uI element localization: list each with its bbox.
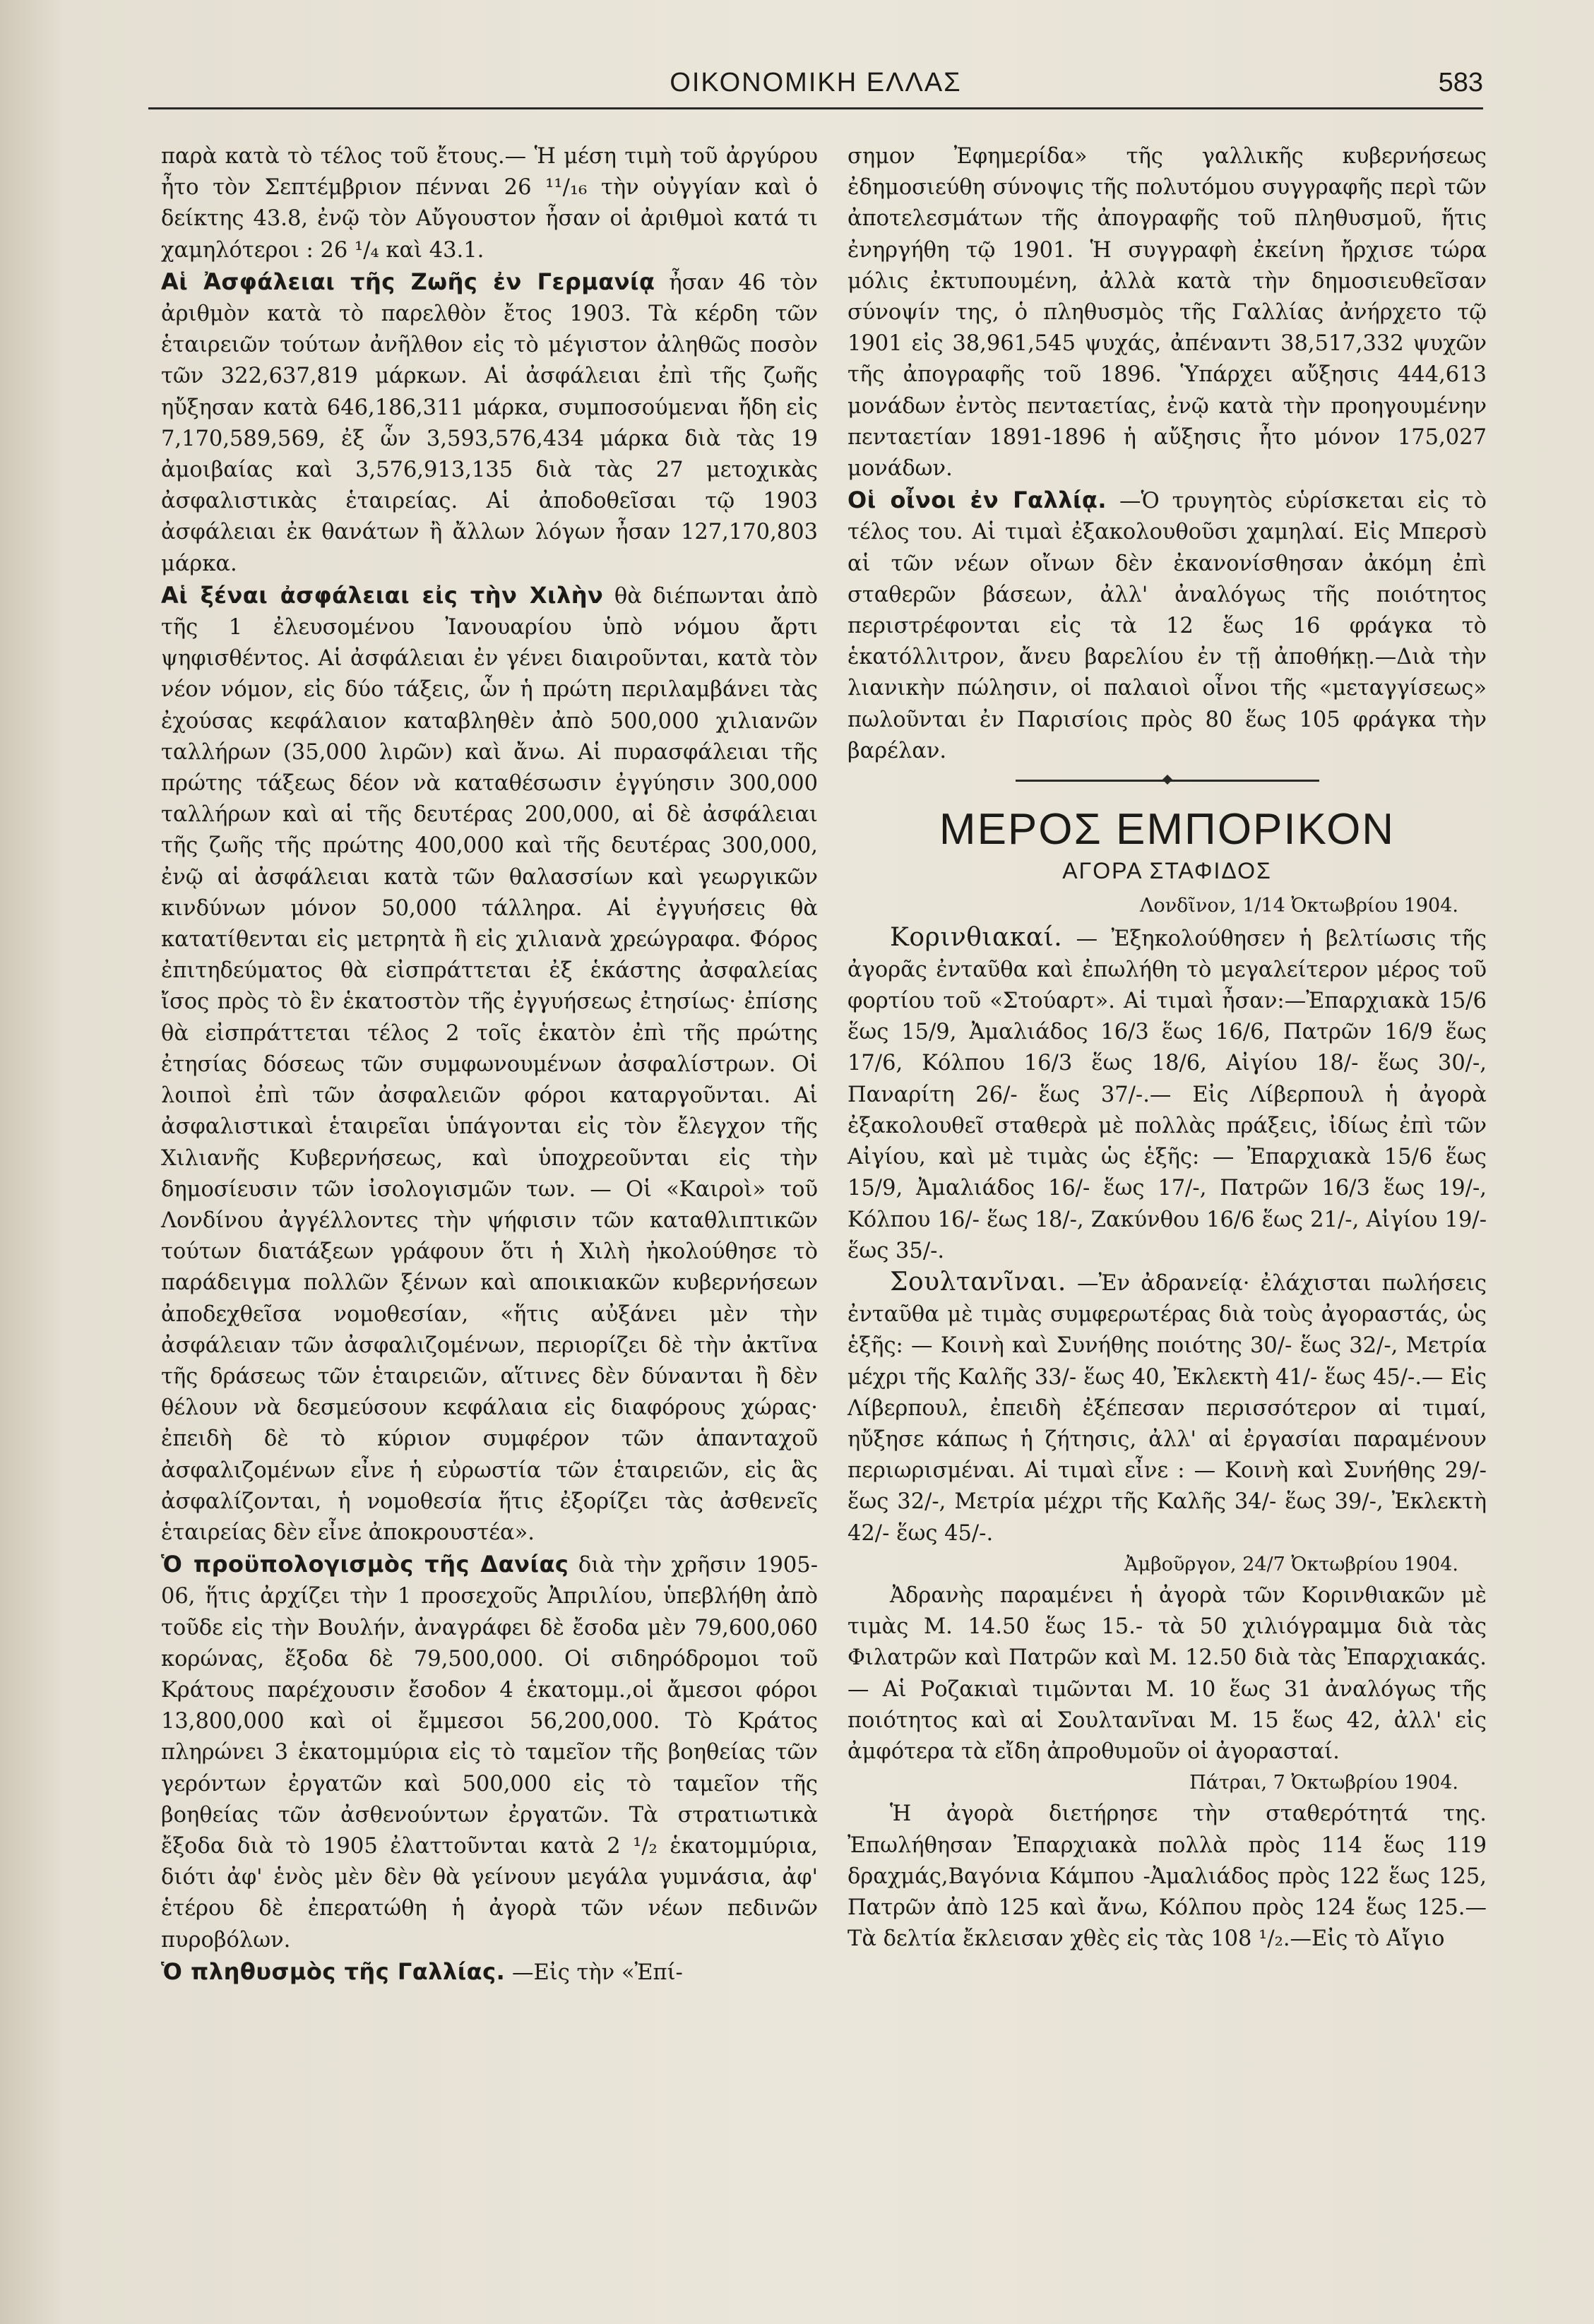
german-life-insurance-text: ἦσαν 46 τὸν ἀριθμὸν κατὰ τὸ παρελθὸν ἔτος 1903. Τὰ κέρδη τῶν ἑταιρειῶν τούτων ἀνῆλθον εἰς τὸ μέγιστον ἀληθῶς ποσὸν τῶν 322,637,819 μάρκων. Αἱ ἀσφάλειαι ἐπὶ τῆς ζωῆς ηὔξησαν κατὰ 646,186,311 μάρκα, συμποσούμεναι ἤδη εἰς 7,170,589,569, ἐξ ὧν 3,593,576,434 μάρκα διὰ τὰς 19 ἀμοιβαίας καὶ 3,576,913,135 διὰ τὰς 27 μετοχικὰς ἀσφαλιστικὰς ἑταιρείας. Αἱ ἀποδοθεῖσαι τῷ 1903 ἀσφάλειαι ἐκ θανάτων ἢ ἄλλων λόγων ἦσαν 127,170,803 μάρκα. xyxy=(161,270,818,576)
german-life-insurance-heading: Αἱ Ἀσφάλειαι τῆς Ζωῆς ἐν Γερμανίᾳ xyxy=(161,268,655,295)
denmark-budget-heading: Ὁ προϋπολογισμὸς τῆς Δανίας xyxy=(161,1551,569,1578)
journal-title: ΟΙΚΟΝΟΜΙΚΗ ΕΛΛΑΣ xyxy=(670,68,962,97)
france-wines-text: —Ὁ τρυγητὸς εὑρίσκεται εἰς τὸ τέλος του. Αἱ τιμαὶ ἐξακολουθοῦσι χαμηλαί. Εἰς Μπερσὺ αἱ τῶν νέων οἴνων δὲν ἐκανονίσθησαν ἀκόμη ἐπὶ σταθερῶν βάσεων, ἀλλ' ἀναλόγως τῆς ποιότητος περιστρέφονται εἰς τὰ 12 ἕως 16 φράγκα τὸ ἑκατόλλιτρον, ἄνευ βαρελίου ἐν τῇ ἀποθήκῃ.—Διὰ τὴν λιανικὴν πώλησιν, οἱ παλαιοὶ οἶνοι τῆς «μεταγγίσεως» πωλοῦνται ἐν Παρισίοις πρὸς 80 ἕως 105 φράγκα τὴν βαρέλαν. xyxy=(847,489,1487,763)
patras-paragraph: Ἡ ἀγορὰ διετήρησε τὴν σταθερότητά της. Ἐπωλήθησαν Ἐπαρχιακὰ πολλὰ πρὸς 114 ἕως 119 δραχμάς,Βαγόνια Κάμπου -Ἀμαλιάδος πρὸς 122 ἕως 125, Πατρῶν ἀπὸ 125 καὶ ἄνω, Κόλπου πρὸς 124 ἕως 125.— Τὰ δελτία ἔκλεισαν χθὲς εἰς τὰς 108 ¹/₂.—Εἰς τὸ Αἴγιο xyxy=(847,1801,1487,1952)
chile-insurance-paragraph xyxy=(161,580,818,1549)
left-column xyxy=(161,141,818,1989)
currants-heading: Κορινθιακαί. xyxy=(890,922,1063,952)
page-header xyxy=(148,65,1483,109)
london-currants-text: — Ἐξηκολούθησεν ἡ βελτίωσις τῆς ἀγορᾶς ἐνταῦθα καὶ ἐπωλήθη τὸ μεγαλείτερον μέρος τοῦ φορτίου τοῦ «Στούαρτ». Αἱ τιμαὶ ἦσαν:—Ἐπαρχιακὰ 15/6 ἕως 15/9, Ἀμαλιάδος 16/3 ἕως 16/6, Πατρῶν 16/9 ἕως 17/6, Κόλπου 16/3 ἕως 18/6, Αἰγίου 18/- ἕως 30/-, Παναρίτη 26/- ἕως 37/-.— Εἰς Λίβερπουλ ἡ ἀγορὰ ἐξακολουθεῖ σταθερὰ μὲ πολλὰς πράξεις, ἰδίως ἐπὶ τῶν Αἰγίου, καὶ μὲ τιμὰς ὡς ἑξῆς: — Ἐπαρχιακὰ 15/6 ἕως 15/9, Ἀμαλιάδος 16/- ἕως 17/-, Πατρῶν 16/3 ἕως 19/-, Κόλπου 16/- ἕως 18/-, Ζακύνθου 16/6 ἕως 21/-, Αἰγίου 19/- ἕως 35/-. xyxy=(847,926,1487,1263)
france-population-heading: Ὁ πληθυσμὸς τῆς Γαλλίας. xyxy=(161,1957,506,1985)
sultanas-paragraph xyxy=(847,1267,1487,1549)
right-column xyxy=(847,141,1487,1955)
dateline-hamburg: Ἀμβοῦργον, 24/7 Ὀκτωβρίου 1904. xyxy=(1124,1553,1458,1575)
denmark-budget-paragraph xyxy=(161,1549,818,1956)
london-currants-paragraph xyxy=(847,922,1487,1267)
currant-market-title: ΑΓΟΡΑ ΣΤΑΦΙΔΟΣ xyxy=(1062,858,1272,884)
commercial-section-title: ΜΕΡΟΣ ΕΜΠΟΡΙΚΟΝ xyxy=(939,805,1396,854)
dateline-patras: Πάτραι, 7 Ὀκτωβρίου 1904. xyxy=(1189,1772,1458,1794)
france-wines-paragraph xyxy=(847,484,1487,767)
german-life-insurance-paragraph xyxy=(161,266,818,580)
page-number: 583 xyxy=(1438,68,1483,97)
dateline-london: Λονδῖνον, 1/14 Ὀκτωβρίου 1904. xyxy=(1139,895,1458,917)
sultanas-text: —Ἐν ἀδρανείᾳ· ἐλάχισται πωλήσεις ἐνταῦθα μὲ τιμὰς συμφερωτέρας διὰ τοὺς ἀγοραστάς, ὡς ἑξῆς: — Κοινὴ καὶ Συνήθης ποιότης 30/- ἕως 32/-, Μετρία μέχρι τῆς Καλῆς 33/- ἕως 40, Ἐκλεκτὴ 41/- ἕως 45/-.— Εἰς Λίβερπουλ, ἐπειδὴ ἐξέπεσαν περισσότερον αἱ τιμαί, ηὔξησε κάπως ἡ ζήτησις, ἀλλ' αἱ ἐργασίαι παραμένουν περιωρισμέναι. Αἱ τιμαὶ εἶνε : — Κοινὴ καὶ Συνήθης 29/- ἕως 32/-, Μετρία μέχρι τῆς Καλῆς 34/- ἕως 39/-, Ἐκλεκτὴ 42/- ἕως 45/-. xyxy=(847,1270,1487,1546)
silver-price-paragraph: παρὰ κατὰ τὸ τέλος τοῦ ἔτους.— Ἡ μέση τιμὴ τοῦ ἀργύρου ἦτο τὸν Σεπτέμβριον πένναι 26 ¹¹/₁₆ τὴν οὐγγίαν καὶ ὁ δείκτης 43.8, ἐνῷ τὸν Αὔγουστον ἦσαν οἱ ἀριθμοὶ κατά τι χαμηλότεροι : 26 ¹/₄ καὶ 43.1. xyxy=(161,144,818,263)
hamburg-paragraph: Ἀδρανὴς παραμένει ἡ ἀγορὰ τῶν Κορινθιακῶν μὲ τιμὰς Μ. 14.50 ἕως 15.- τὰ 50 χιλιόγραμμα διὰ τὰς Φιλατρῶν καὶ Πατρῶν καὶ Μ. 12.50 διὰ τὰς Ἐπαρχιακάς. — Αἱ Ροζακιαὶ τιμῶνται Μ. 10 ἕως 31 ἀναλόγως τῆς ποιότητος καὶ αἱ Σουλτανῖναι Μ. 15 ἕως 42, ἀλλ' εἰς ἀμφότερα τὰ εἴδη ἀπροθυμοῦν οἱ ἀγορασταί. xyxy=(847,1583,1487,1764)
france-population-paragraph xyxy=(161,1956,818,1989)
section-divider xyxy=(1016,780,1319,782)
chile-insurance-heading: Αἱ ξέναι ἀσφάλειαι εἰς τὴν Χιλὴν xyxy=(161,581,604,609)
denmark-budget-text: διὰ τὴν χρῆσιν 1905-06, ἥτις ἀρχίζει τὴν 1 προσεχοῦς Ἀπριλίου, ὑπεβλήθη ἀπὸ τοῦδε εἰς τὴν Βουλήν, ἀναγράφει δὲ ἔσοδα μὲν 79,600,060 κορώνας, ἔξοδα δὲ 79,500,000. Οἱ σιδηρόδρομοι τοῦ Κράτους παρέχουσιν ἔσοδον 4 ἑκατομμ.,οἱ ἄμεσοι φόροι 13,800,000 καὶ οἱ ἔμμεσοι 56,200,000. Τὸ Κράτος πληρώνει 3 ἑκατομμύρια εἰς τὸ ταμεῖον τῆς βοηθείας τῶν γερόντων ἐργατῶν καὶ 500,000 εἰς τὸ ταμεῖον τῆς βοηθείας τῶν ἀσθενούντων ἐργατῶν. Τὰ στρατιωτικὰ ἔξοδα διὰ τὸ 1905 ἐλαττοῦνται κατὰ 2 ¹/₂ ἑκατομμύρια, διότι ἀφ' ἑνὸς μὲν δὲν θὰ γείνουν μεγάλα γυμνάσια, ἀφ' ἑτέρου δὲ ἐπερατώθη ἡ ἀγορὰ τῶν νέων πεδινῶν πυροβόλων. xyxy=(161,1553,818,1953)
france-population-continued: σημον Ἐφημερίδα» τῆς γαλλικῆς κυβερνήσεως ἐδημοσιεύθη σύνοψις τῆς πολυτόμου συγγραφῆς περὶ τῶν ἀποτελεσμάτων τῆς ἀπογραφῆς τοῦ πληθυσμοῦ, ἥτις ἐνηργήθη τῷ 1901. Ἡ συγγραφὴ ἐκείνη ἤρχισε τώρα μόλις ἐκτυπουμένη, ἀλλὰ κατὰ τὴν δημοσιευθεῖσαν σύνοψίν της, ὁ πληθυσμὸς τῆς Γαλλίας ἀνήρχετο τῷ 1901 εἰς 38,961,545 ψυχάς, ἀπέναντι 38,517,332 ψυχῶν τῆς ἀπογραφῆς τοῦ 1896. Ὑπάρχει αὔξησις 444,613 μονάδων ἐντὸς πενταετίας, ἐνῷ κατὰ τὴν προηγουμένην πενταετίαν 1891-1896 ἡ αὔξησις ἦτο μόνον 175,027 μονάδων. xyxy=(847,144,1487,482)
france-population-text: —Εἰς τὴν «Ἐπί- xyxy=(511,1960,683,1985)
chile-insurance-text: θὰ διέπωνται ἀπὸ τῆς 1 ἐλευσομένου Ἰανουαρίου ὑπὸ νόμου ἄρτι ψηφισθέντος. Αἱ ἀσφάλειαι ἐν γένει διαιροῦνται, κατὰ τὸν νέον νόμον, εἰς δύο τάξεις, ὧν ἡ πρώτη περιλαμβάνει τὰς ἐχούσας κεφάλαιον καταβληθὲν ἀπὸ 500,000 χιλιανῶν ταλλήρων (35,000 λιρῶν) καὶ ἄνω. Αἱ πυρασφάλειαι τῆς πρώτης τάξεως δέον νὰ καταθέσωσιν ἐγγύησιν 300,000 ταλλήρων καὶ αἱ τῆς δευτέρας 200,000, αἱ δὲ ἀσφάλειαι τῆς ζωῆς τῆς πρώτης 400,000 καὶ τῆς δευτέρας 300,000, ἐνῷ αἱ ἀσφάλειαι κατὰ τῶν θαλασσίων καὶ γεωργικῶν κινδύνων μόνον 50,000 τάλληρα. Αἱ ἐγγυήσεις θὰ κατατίθενται εἰς μετρητὰ ἢ εἰς χιλιανὰ χρεώγραφα. Φόρος ἐπιτηδεύματος θὰ εἰσπράττεται ἐξ ἑκάστης ἀσφαλείας ἴσος πρὸς τὸ ἓν ἑκατοστὸν τῆς ἐγγυήσεως ἐτησίως· ἐπίσης θὰ εἰσπράττεται τέλος 2 τοῖς ἑκατὸν ἐπὶ τῆς πρώτης ἐτησίας δόσεως τῶν συμφωνουμένων ἀσφαλίστρων. Οἱ λοιποὶ ἐπὶ τῶν ἀσφαλειῶν φόροι καταργοῦνται. Αἱ ἀσφαλιστικαὶ ἑταιρεῖαι ὑπάγονται εἰς τὸν ἔλεγχον τῆς Χιλιανῆς Κυβερνήσεως, καὶ ὑποχρεοῦνται εἰς τὴν δημοσίευσιν τῶν ἰσολογισμῶν των. — Οἱ «Καιροὶ» τοῦ Λονδίνου ἀγγέλλοντες τὴν ψήφισιν τῶν καταθλιπτικῶν τούτων διατάξεων γράφουν ὅτι ἡ Χιλὴ ἠκολούθησε τὸ παράδειγμα πολλῶν ξένων καὶ αποικιακῶν κυβερνήσεων ἀποδεχθεῖσα νομοθεσίαν, «ἥτις αὐξάνει μὲν τὴν ἀσφάλειαν τῶν ἀσφαλιζομένων, περιορίζει δὲ τὴν ἀκτῖνα τῆς δράσεως τῶν ἑταιρειῶν, αἵτινες δὲν δύνανται ἢ δὲν θέλουν νὰ δεσμεύσουν κεφάλαια εἰς διαφόρους χώρας· ἐπειδὴ δὲ τὸ κύριον συμφέρον τῶν ἁπανταχοῦ ἀσφαλιζομένων εἶνε ἡ εὐρωστία τῶν ἑταιρειῶν, εἰς ἃς ἀσφαλίζονται, ἡ νομοθεσία ἥτις ἐξορίζει τὰς ἀσθενεῖς ἑταιρείας δὲν εἶνε ἀποκρουστέα». xyxy=(161,583,818,1545)
france-wines-heading: Οἱ οἶνοι ἐν Γαλλίᾳ. xyxy=(847,487,1107,514)
sultanas-heading: Σουλτανῖναι. xyxy=(890,1267,1066,1297)
